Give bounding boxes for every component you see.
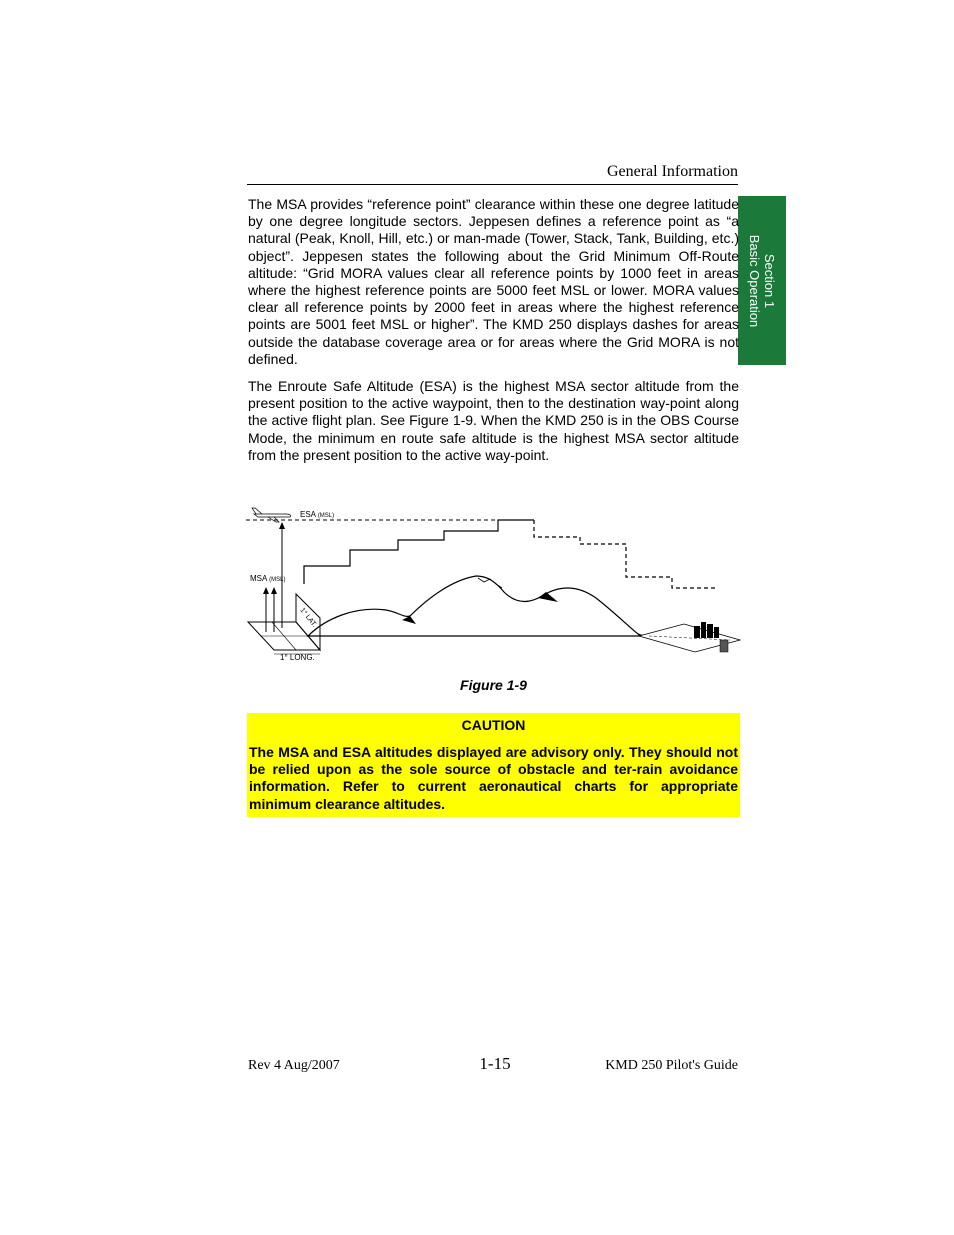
section-tab-line1: Section 1: [762, 253, 777, 308]
msa-arrowhead-2: [271, 587, 277, 594]
caution-title: CAUTION: [461, 717, 526, 733]
mountain-terrain: [308, 576, 641, 636]
esa-arrowhead: [279, 522, 285, 529]
header-divider: [247, 184, 738, 185]
page-number: 1-15: [479, 1054, 511, 1073]
esa-paragraph: The Enroute Safe Altitude (ESA) is the highest MSA sector altitude from the present position to the active waypoint, then to the destination way-point along the active flight plan. See Figure 1-9. When the KMD 250 is in the OBS Course Mode, the minimum en route safe altitude is the highest MSA sector altitude from the present position to the active way-point.: [248, 378, 739, 463]
page-header-title: General Information: [606, 163, 738, 180]
diagram-svg: [246, 500, 746, 665]
caution-box: [247, 713, 740, 817]
section-tab-line2: Basic Operation: [747, 234, 762, 327]
msa-label: MSA (MSL): [250, 574, 286, 583]
footer-revision: Rev 4 Aug/2007: [248, 1058, 340, 1073]
msa-esa-diagram: [246, 500, 746, 665]
lat-label: 1° LAT.: [298, 606, 318, 629]
msa-dashed-steps: [534, 520, 718, 588]
figure-caption: Figure 1-9: [460, 677, 527, 693]
msa-solid-steps: [304, 520, 534, 584]
footer-guide-title: KMD 250 Pilot's Guide: [605, 1058, 738, 1073]
section-tab-label: [747, 234, 777, 327]
long-label: 1° LONG.: [280, 653, 315, 662]
esa-label: ESA (MSL): [300, 510, 335, 519]
msa-paragraph: The MSA provides “reference point” clearance within these one degree latitude by one degree longitude sectors. Jeppesen defines a reference point as “a natural (Peak, Knoll, Hill, etc.) or man-made (Tower, Stack, Tank, Building, etc.) object”. Jeppesen states the following about the Grid Minimum Off-Route altitude: “Grid MORA values clear all reference points by 1000 feet in areas where the highest reference points are 5000 feet MSL or lower. MORA values clear all reference points by 2000 feet in areas where the highest reference points are 5001 feet MSL or higher”. The KMD 250 displays dashes for areas outside the database coverage area or for areas where the Grid MORA is not defined.: [248, 196, 739, 367]
section-tab[interactable]: [738, 196, 786, 365]
msa-arrowhead: [263, 587, 269, 594]
caution-text: The MSA and ESA altitudes displayed are advisory only. They should not be relied upon as the sole source of obstacle and ter-rain avoidance information. Refer to current aeronautical charts for appropriate minimum clearance altitudes.: [249, 744, 738, 812]
